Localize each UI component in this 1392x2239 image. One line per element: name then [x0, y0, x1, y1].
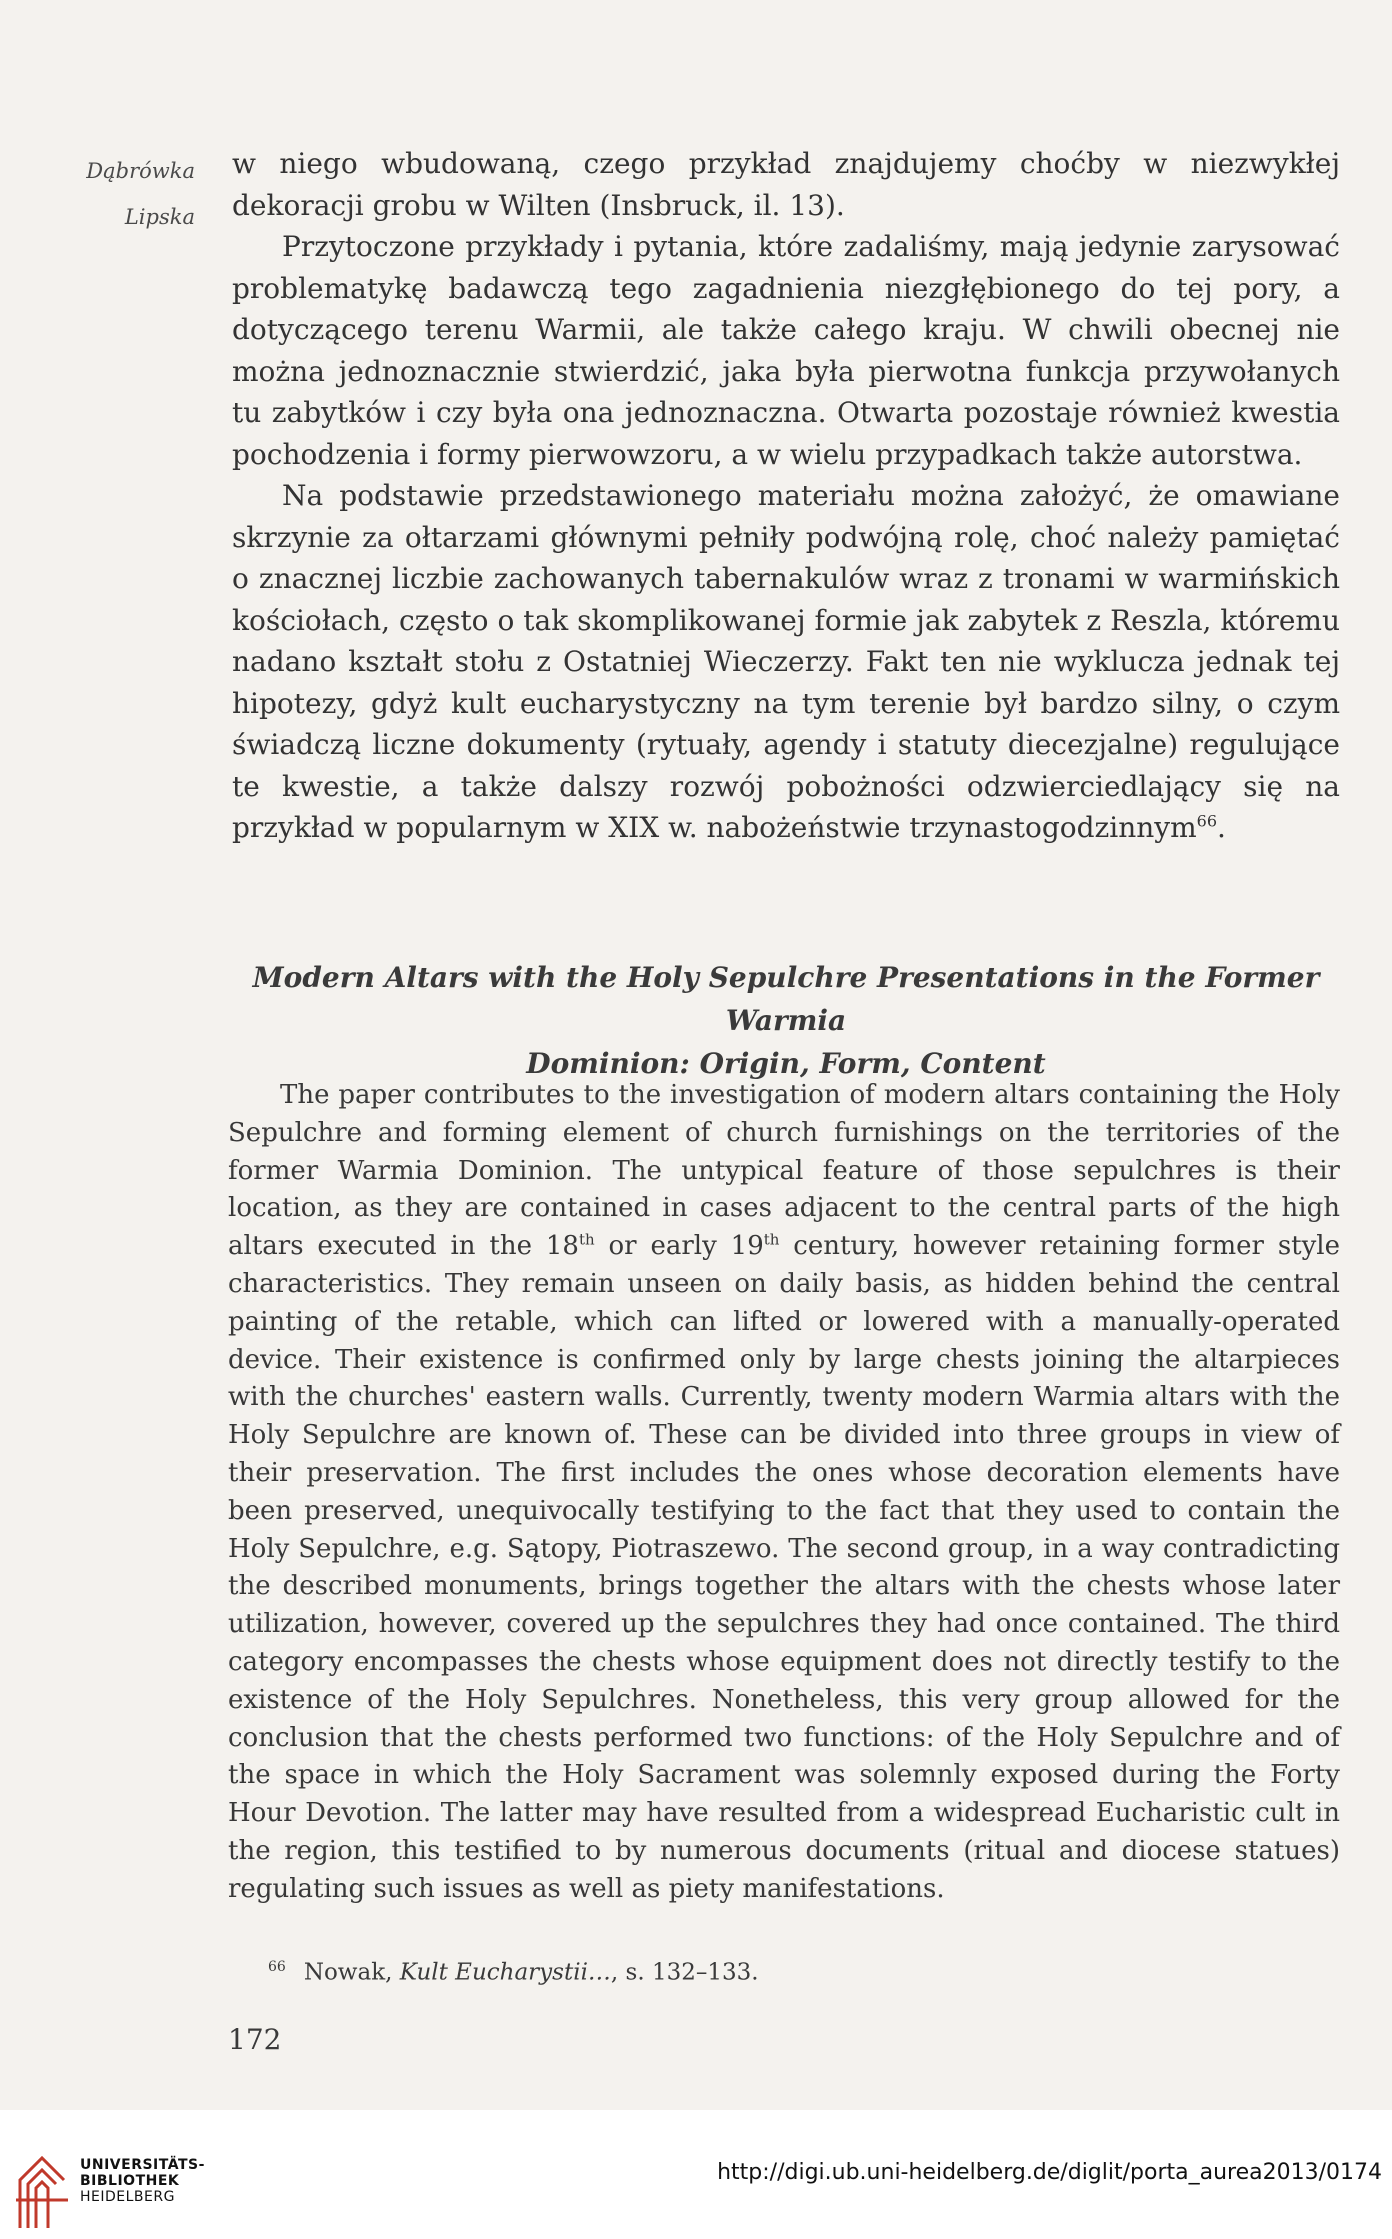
ordinal-suffix: th [578, 1230, 595, 1249]
library-name-line: UNIVERSITÄTS- [80, 2157, 205, 2173]
footnote [268, 1950, 1268, 1990]
footnote-number: 66 [268, 1959, 286, 1975]
summary-paragraph [228, 1077, 1340, 1909]
footnote-title: Kult Eucharystii… [399, 1959, 611, 1986]
paragraph: Przytoczone przykłady i pytania, które zadaliśmy, mają jedynie zarysować problematykę badawczą tego zagadnienia niezgłębionego do tej pory, a dotyczącego terenu Warmii, ale także całego kraju. W chwili obecnej nie można jednoznacznie stwierdzić, jaka była pierwotna funkcja przywołanych tu zabytków i czy była ona jednoznaczna. Otwarta pozostaje również kwestia pochodzenia i formy pierwowzoru, a w wielu przypadkach także autorstwa. [232, 230, 1340, 471]
footnote-author: Nowak, [303, 1959, 400, 1986]
english-summary [228, 1077, 1340, 1909]
library-name-line: BIBLIOTHEK [80, 2173, 180, 2189]
author-name: Dąbrówka [86, 159, 195, 183]
summary-title [232, 956, 1340, 1085]
footnote-reference[interactable]: 66 [1196, 811, 1218, 831]
page-number: 172 [228, 2023, 282, 2056]
paragraph-text: Na podstawie przedstawionego materiału można założyć, że omawiane skrzynie za ołtarzami głównymi pełniły podwójną rolę, choć należy pamiętać o znacznej liczbie zachowanych tabernakulów wraz z tronami w warmińskich kościołach, często o tak skomplikowanej formie jak zabytek z Reszla, któremu nadano kształt stołu z Ostatniej Wieczerzy. Fakt ten nie wyklucza jednak tej hipotezy, gdyż kult eucharystyczny na tym terenie był bardzo silny, o czym świadczą liczne dokumenty (rytuały, agendy i statuty diecezjalne) regulujące te kwestie, a także dalszy rozwój pobożności odzwierciedlający się na przykład w popularnym w XIX w. nabożeństwie trzynastogodzinnym [232, 479, 1340, 844]
paragraph: w niego wbudowaną, czego przykład znajdujemy choćby w niezwykłej dekoracji grobu w Wilten (Insbruck, il. 13). [232, 147, 1340, 222]
paragraph [232, 475, 1340, 849]
summary-title-line: Dominion: Origin, Form, Content [526, 1047, 1046, 1080]
author-name: Lipska [124, 205, 195, 229]
ordinal-suffix: th [763, 1230, 780, 1249]
permalink-url[interactable]: http://digi.ub.uni-heidelberg.de/diglit/porta_aurea2013/0174 [717, 2160, 1382, 2185]
summary-text: century, however retaining former style characteristics. They remain unseen on daily basis, as hidden behind the central painting of the retable, which can lifted or lowered with a manually-operated device. Their existence is confirmed only by large chests joining the altarpieces with the churches' eastern walls. Currently, twenty modern Warmia altars with the Holy Sepulchre are known of. These can be divided into three groups in view of their preservation. The first includes the ones whose decoration elements have been preserved, unequivocally testifying to the fact that they used to contain the Holy Sepulchre, e.g. Sątopy, Piotraszewo. The second group, in a way contradicting the described monuments, brings together the altars with the chests whose later utilization, however, covered up the sepulchres they had once contained. The third category encompasses the chests whose equipment does not directly testify to the existence of the Holy Sepulchres. Nonetheless, this very group allowed for the conclusion that the chests performed two functions: of the Holy Sepulchre and of the space in which the Holy Sacrament was solemnly exposed during the Forty Hour Devotion. The latter may have resulted from a widespread Eucharistic cult in the region, this testified to by numerous documents (ritual and diocese statues) regulating such issues as well as piety manifestations. [228, 1231, 1341, 1904]
library-name [80, 2157, 205, 2205]
summary-text: or early 19 [594, 1231, 764, 1262]
footnote-pages: , s. 132–133. [610, 1959, 759, 1986]
library-name-line: HEIDELBERG [80, 2189, 175, 2205]
main-text [232, 143, 1340, 849]
library-logo-icon[interactable] [14, 2150, 70, 2230]
paragraph-tail: . [1217, 811, 1226, 844]
summary-text: The paper contributes to the investigation of modern altars containing the Holy Sepulchre and forming element of church furnishings on the territories of the former Warmia Dominion. The untypical feature of those sepulchres is their location, as they are contained in cases adjacent to the central parts of the high altars executed in the 18 [228, 1080, 1340, 1262]
running-head-authors [40, 148, 195, 240]
summary-title-line: Modern Altars with the Holy Sepulchre Presentations in the Former Warmia [252, 961, 1320, 1037]
